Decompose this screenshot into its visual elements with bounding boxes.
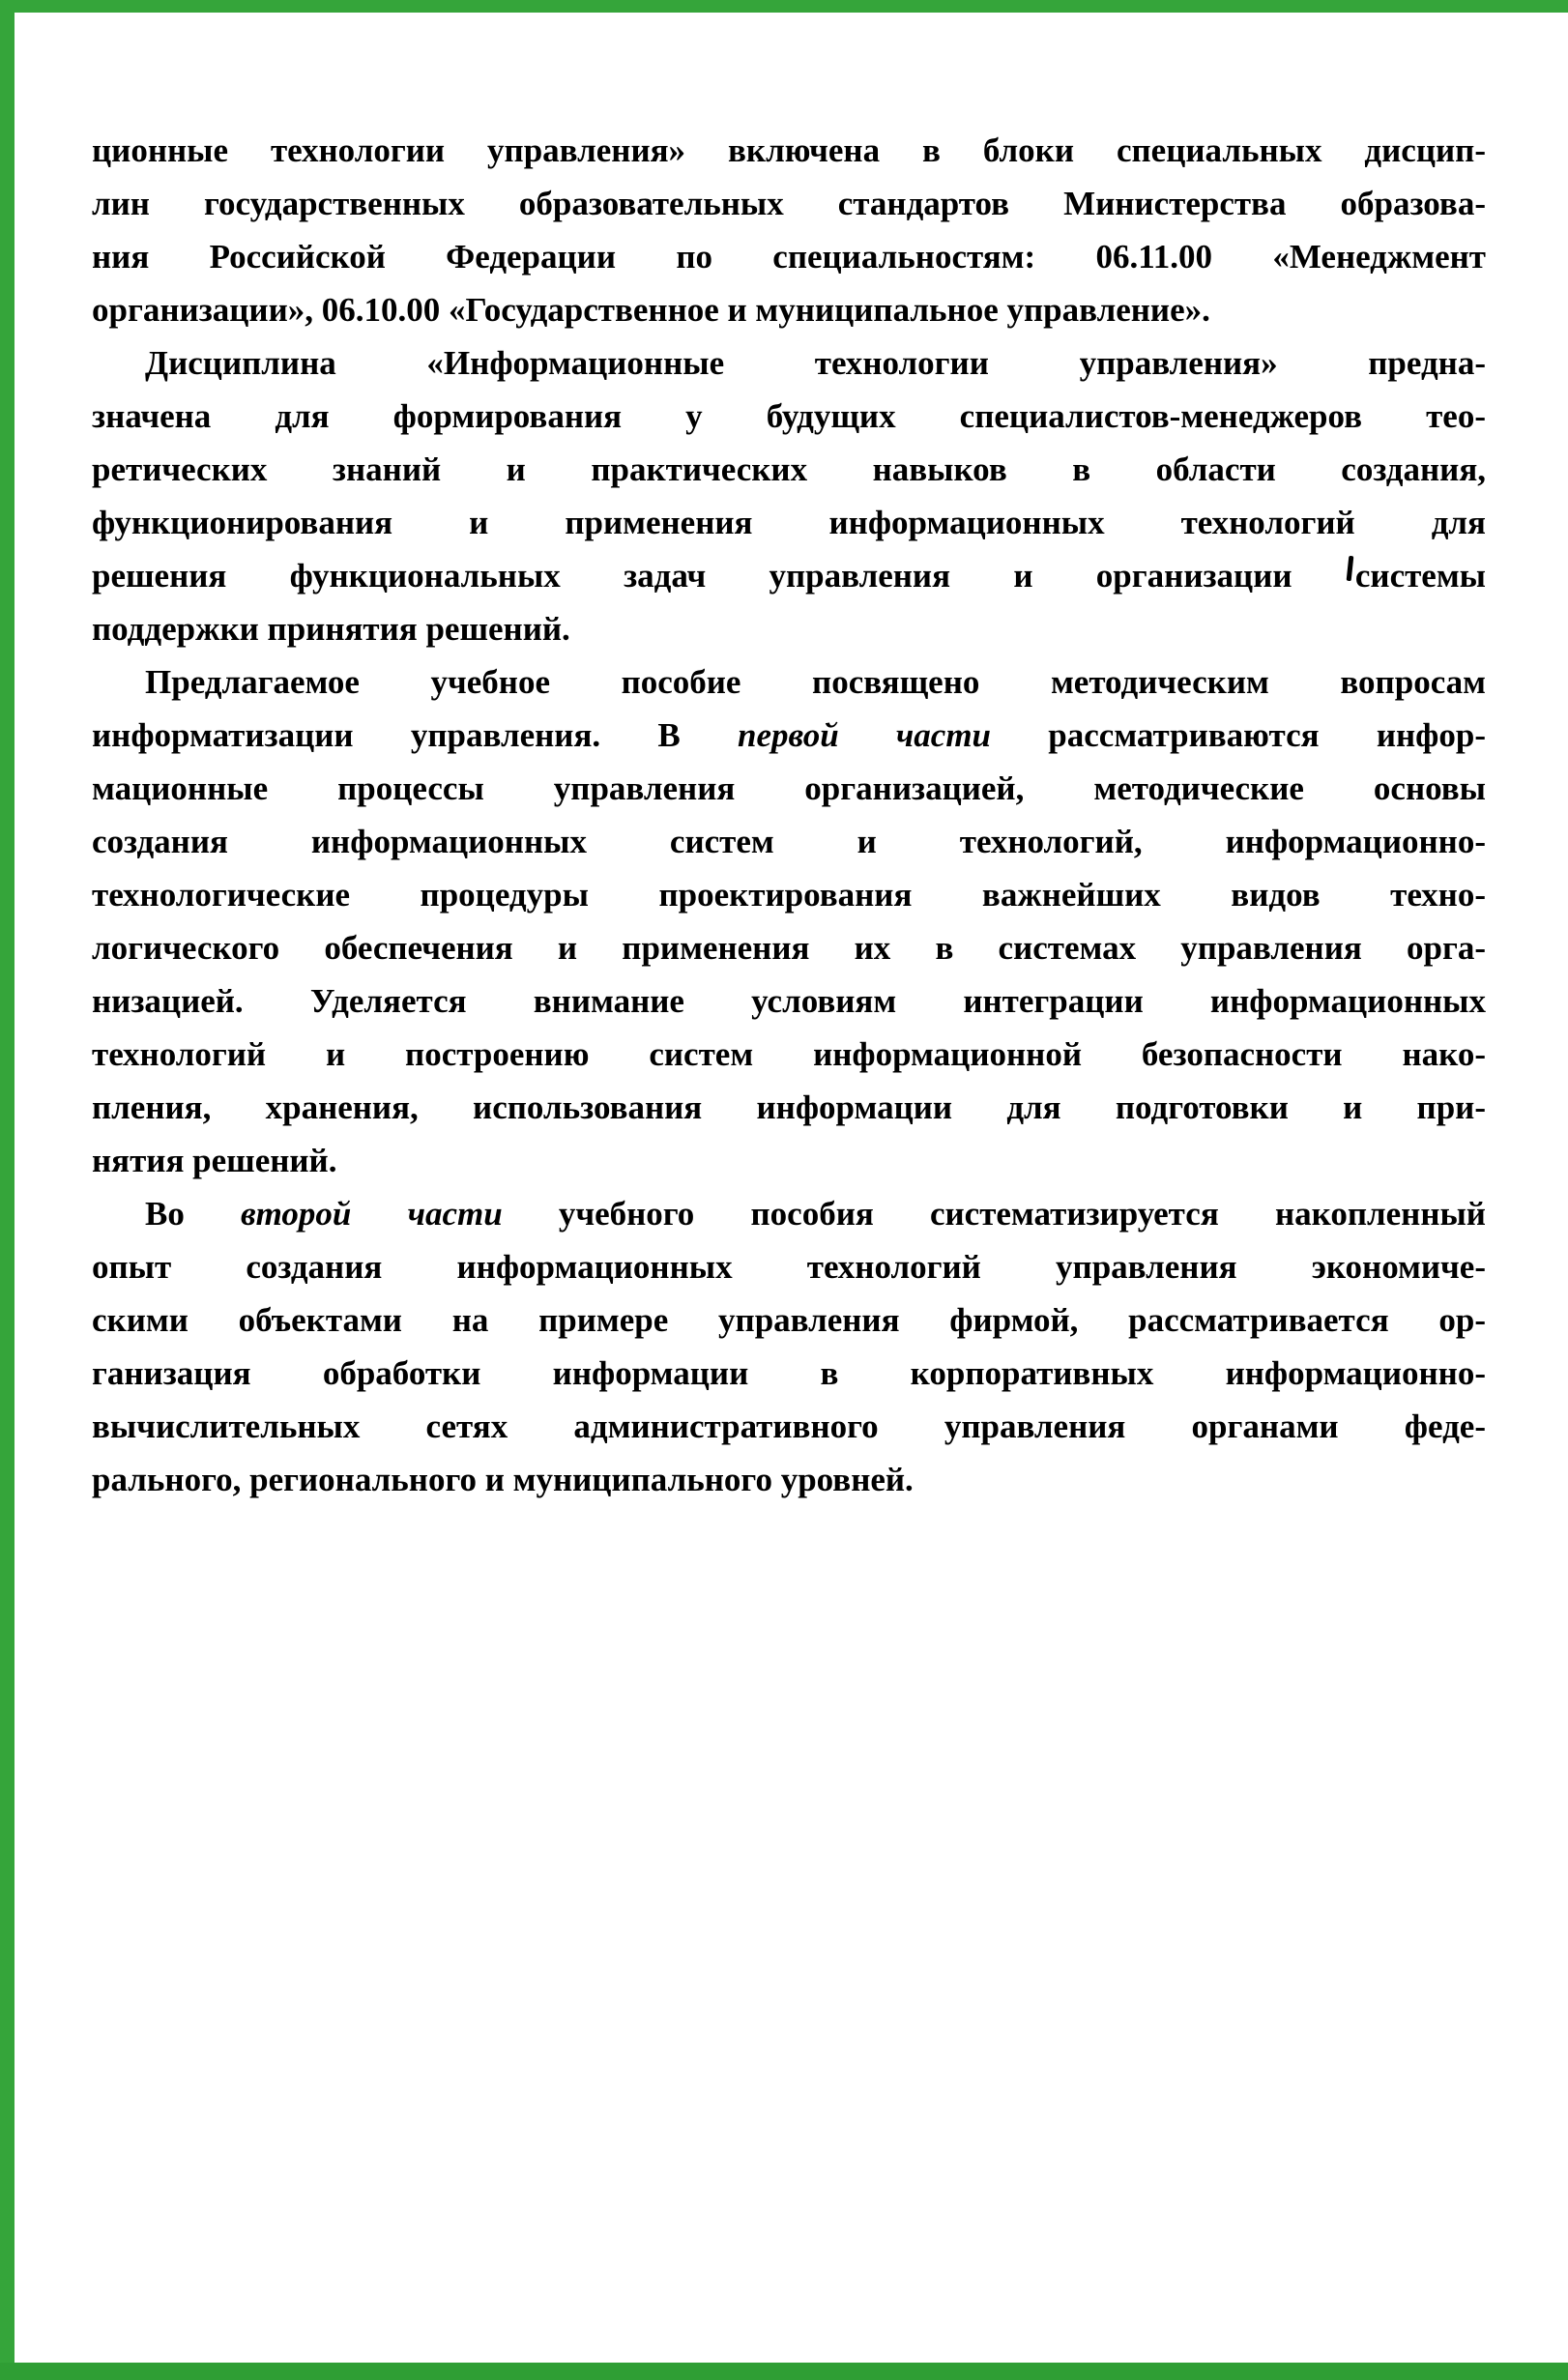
text-line bbox=[92, 1134, 1486, 1187]
text-line bbox=[92, 921, 1486, 974]
text-line bbox=[92, 1400, 1486, 1453]
text-segment: Во bbox=[145, 1195, 242, 1233]
text-line bbox=[92, 815, 1486, 868]
text-segment: создания информационных систем и технологий, информационно- bbox=[92, 823, 1486, 860]
text-segment: низацией. Уделяется внимание условиям интеграции информационных bbox=[92, 982, 1486, 1020]
text-segment: функционирования и применения информационных технологий для bbox=[92, 504, 1486, 541]
text-line bbox=[92, 1347, 1486, 1400]
text-line bbox=[92, 336, 1486, 390]
text-segment: лин государственных образовательных стандартов Министерства образова- bbox=[92, 185, 1486, 222]
text-segment: мационные процессы управления организацией, методические основы bbox=[92, 769, 1486, 807]
text-line bbox=[92, 1453, 1486, 1506]
scan-edge-bottom bbox=[0, 2363, 1568, 2380]
text-line bbox=[92, 709, 1486, 762]
text-segment: опыт создания информационных технологий управления экономиче- bbox=[92, 1248, 1486, 1286]
text-segment: учебного пособия систематизируется накопленный bbox=[502, 1195, 1486, 1233]
text-segment: информатизации управления. В bbox=[92, 716, 739, 754]
text-segment: решения функциональных задач управления и организации системы bbox=[92, 557, 1486, 595]
text-line bbox=[92, 443, 1486, 496]
text-line bbox=[92, 655, 1486, 709]
text-line bbox=[92, 868, 1486, 921]
text-segment: ретических знаний и практических навыков в области создания, bbox=[92, 450, 1486, 488]
text-segment: организации», 06.10.00 «Государственное и муниципальное управление». bbox=[92, 291, 1210, 329]
text-line bbox=[92, 549, 1486, 602]
text-line bbox=[92, 762, 1486, 815]
scan-edge-left bbox=[0, 0, 15, 2380]
text-line bbox=[92, 177, 1486, 230]
text-segment: Дисциплина «Информационные технологии управления» предна- bbox=[145, 344, 1486, 382]
text-line bbox=[92, 1240, 1486, 1293]
text-segment: рассматриваются инфор- bbox=[991, 716, 1486, 754]
text-line bbox=[92, 602, 1486, 655]
text-line bbox=[92, 390, 1486, 443]
italic-text-segment: первой части bbox=[738, 716, 992, 754]
text-segment: поддержки принятия решений. bbox=[92, 610, 570, 648]
text-line bbox=[92, 496, 1486, 549]
text-segment: логического обеспечения и применения их в системах управления орга- bbox=[92, 929, 1486, 967]
text-line bbox=[92, 1187, 1486, 1240]
text-segment: ционные технологии управления» включена в блоки специальных дисцип- bbox=[92, 131, 1486, 169]
text-segment: вычислительных сетях административного управления органами феде- bbox=[92, 1408, 1486, 1445]
text-segment: рального, регионального и муниципального уровней. bbox=[92, 1461, 914, 1498]
text-segment: нятия решений. bbox=[92, 1142, 337, 1179]
text-segment: технологий и построению систем информационной безопасности нако- bbox=[92, 1035, 1486, 1073]
text-line bbox=[92, 974, 1486, 1028]
text-line bbox=[92, 1081, 1486, 1134]
text-segment: значена для формирования у будущих специалистов-менеджеров тео- bbox=[92, 397, 1486, 435]
text-segment: Предлагаемое учебное пособие посвящено методическим вопросам bbox=[145, 663, 1486, 701]
text-line bbox=[92, 283, 1486, 336]
italic-text-segment: второй части bbox=[241, 1195, 503, 1233]
text-line bbox=[92, 1293, 1486, 1347]
text-segment: пления, хранения, использования информации для подготовки и при- bbox=[92, 1088, 1486, 1126]
text-line bbox=[92, 230, 1486, 283]
text-line bbox=[92, 1028, 1486, 1081]
text-segment: скими объектами на примере управления фирмой, рассматривается ор- bbox=[92, 1301, 1486, 1339]
text-segment: ганизация обработки информации в корпоративных информационно- bbox=[92, 1354, 1486, 1392]
text-segment: технологические процедуры проектирования важнейших видов техно- bbox=[92, 876, 1486, 914]
text-segment: ния Российской Федерации по специальностям: 06.11.00 «Менеджмент bbox=[92, 238, 1486, 276]
page-text-block bbox=[92, 124, 1486, 1506]
scan-edge-top bbox=[0, 0, 1568, 13]
text-line bbox=[92, 124, 1486, 177]
